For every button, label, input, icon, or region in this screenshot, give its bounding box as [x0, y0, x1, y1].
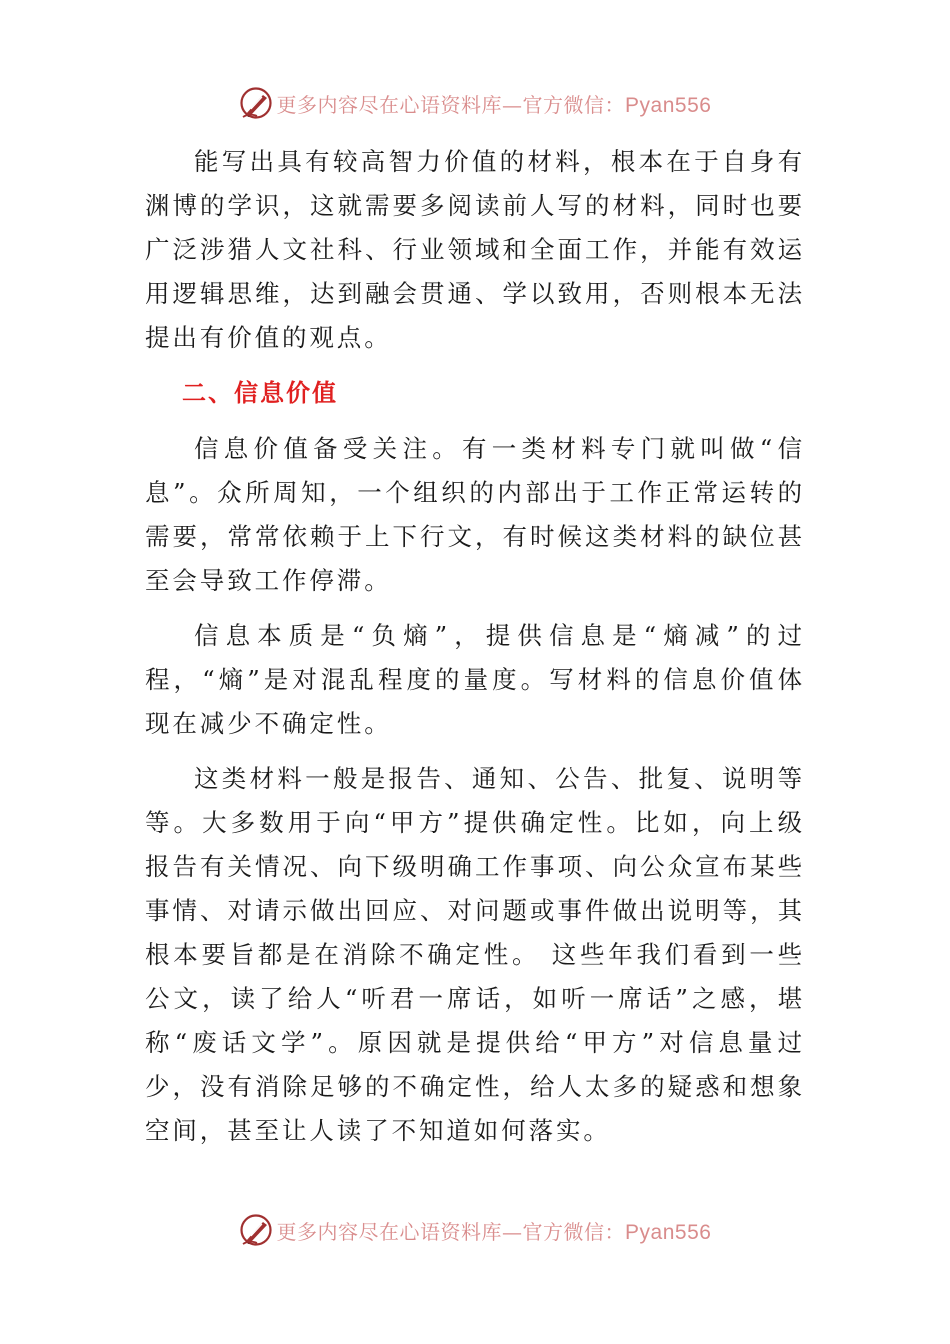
banner-label: 更多内容尽在心语资料库—官方微信：: [276, 92, 626, 117]
banner-wechat-handle: Pyan556: [625, 1220, 712, 1244]
banner-text: [277, 1216, 712, 1245]
paragraph-document-types: 这类材料一般是报告、通知、公告、批复、说明等等。大多数用于向“甲方”提供确定性。比如，向上级报告有关情况、向下级明确工作事项、向公众宣布某些事情、对请示做出回应、对问题或事件做出说明等，其根本要旨都是在消除不确定性。 这些年我们看到一些公文，读了给人“听君一席话，如听一席话”之感，堪称“废话文学”。原因就是提供给“甲方”对信息量过少，没有消除足够的不确定性，给人太多的疑惑和想象空间，甚至让人读了不知道如何落实。: [145, 764, 805, 1145]
footer-banner: [0, 1210, 950, 1250]
paragraph-intellectual-value: 能写出具有较高智力价值的材料，根本在于自身有渊博的学识，这就需要多阅读前人写的材料，同时也要广泛涉猎人文社科、行业领域和全面工作，并能有效运用逻辑思维，达到融会贯通、学以致用，否则根本无法提出有价值的观点。: [145, 147, 805, 352]
section-heading: 二、信息价值: [182, 379, 338, 407]
document-body: [145, 140, 805, 1164]
pen-logo-icon: [239, 86, 273, 120]
paragraph-info-intro: 信息价值备受关注。有一类材料专门就叫做“信息”。众所周知，一个组织的内部出于工作正常运转的需要，常常依赖于上下行文，有时候这类材料的缺位甚至会导致工作停滞。: [145, 434, 805, 595]
paragraph-negative-entropy: 信息本质是“负熵”，提供信息是“熵减”的过程，“熵”是对混乱程度的量度。写材料的信息价值体现在减少不确定性。: [145, 621, 805, 738]
banner-wechat-handle: Pyan556: [625, 93, 712, 117]
banner-text: [277, 89, 712, 118]
pen-logo-icon: [239, 1213, 273, 1247]
header-banner: [0, 83, 950, 123]
banner-label: 更多内容尽在心语资料库—官方微信：: [276, 1219, 626, 1244]
